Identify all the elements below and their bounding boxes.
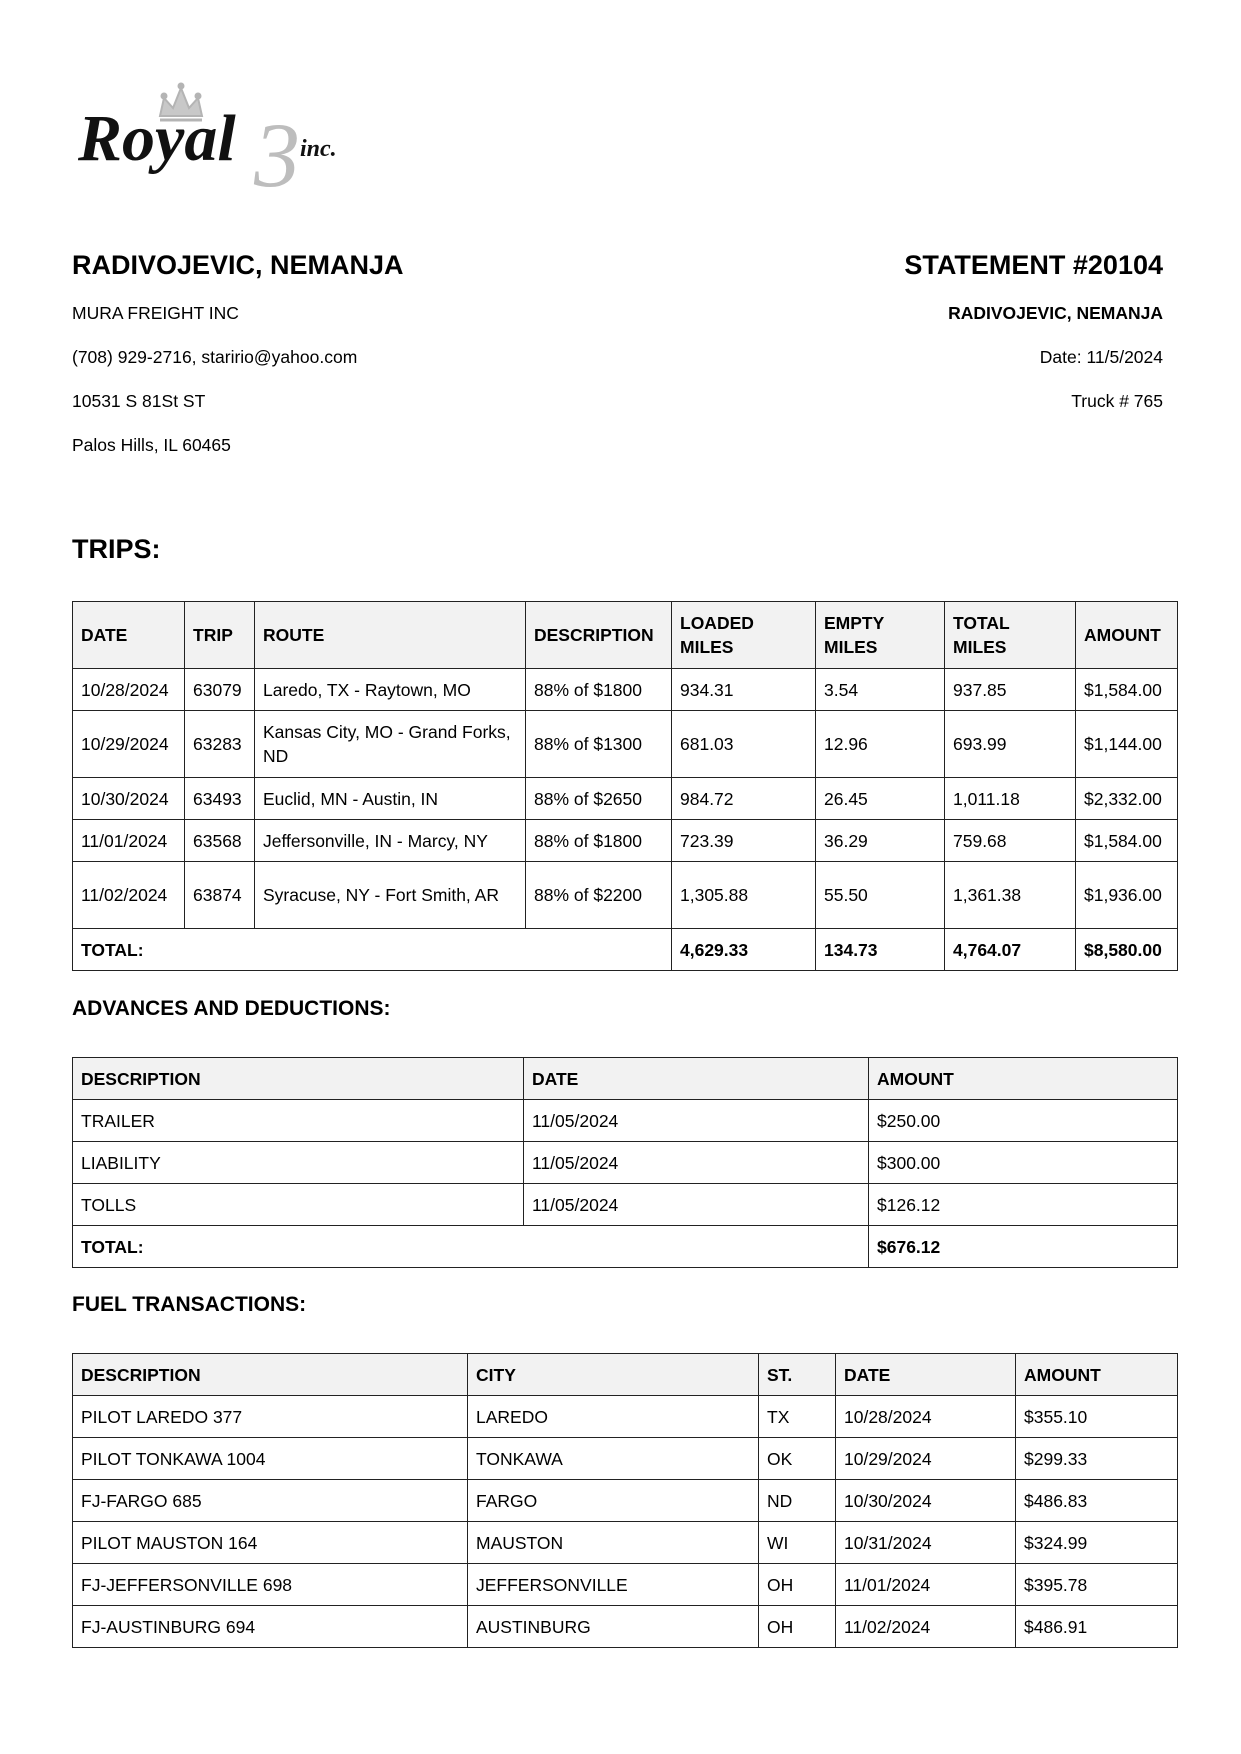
fuel-city: LAREDO	[468, 1396, 759, 1438]
trip-route: Jeffersonville, IN - Marcy, NY	[255, 820, 526, 862]
fuel-date: 11/01/2024	[836, 1564, 1016, 1606]
trip-route: Euclid, MN - Austin, IN	[255, 778, 526, 820]
trips-total-miles: 4,764.07	[945, 929, 1076, 971]
advance-amount: $126.12	[869, 1184, 1178, 1226]
trip-description: 88% of $1300	[526, 711, 672, 778]
fuel-city: FARGO	[468, 1480, 759, 1522]
fuel-header-description: DESCRIPTION	[73, 1354, 468, 1396]
fuel-city: JEFFERSONVILLE	[468, 1564, 759, 1606]
advance-description: TRAILER	[73, 1100, 524, 1142]
trip-row	[73, 669, 1178, 711]
trip-empty-miles: 26.45	[816, 778, 945, 820]
fuel-state: OH	[759, 1606, 836, 1648]
trip-number: 63283	[185, 711, 255, 778]
fuel-header-date: DATE	[836, 1354, 1016, 1396]
trip-number: 63079	[185, 669, 255, 711]
trips-header-trip: TRIP	[185, 602, 255, 669]
advance-row	[73, 1142, 1178, 1184]
fuel-description: FJ-AUSTINBURG 694	[73, 1606, 468, 1648]
driver-address-line1: 10531 S 81St ST	[72, 391, 206, 411]
trips-total-label: TOTAL:	[73, 929, 672, 971]
fuel-header-city: CITY	[468, 1354, 759, 1396]
trip-row	[73, 778, 1178, 820]
trip-description: 88% of $2200	[526, 862, 672, 929]
trips-header-route: ROUTE	[255, 602, 526, 669]
trip-loaded-miles: 984.72	[672, 778, 816, 820]
fuel-row	[73, 1396, 1178, 1438]
trip-route: Syracuse, NY - Fort Smith, AR	[255, 862, 526, 929]
statement-name: RADIVOJEVIC, NEMANJA	[948, 303, 1163, 323]
fuel-date: 11/02/2024	[836, 1606, 1016, 1648]
advance-description: TOLLS	[73, 1184, 524, 1226]
fuel-state: OK	[759, 1438, 836, 1480]
logo-numeral: 3	[254, 104, 300, 193]
trips-header-row	[73, 602, 1178, 669]
trips-total-amount: $8,580.00	[1076, 929, 1178, 971]
driver-name: RADIVOJEVIC, NEMANJA	[72, 250, 404, 280]
trips-header-total-miles: TOTAL MILES	[945, 602, 1076, 669]
trip-loaded-miles: 1,305.88	[672, 862, 816, 929]
trips-header-date: DATE	[73, 602, 185, 669]
company-logo	[78, 78, 378, 193]
trip-row	[73, 711, 1178, 778]
fuel-amount: $355.10	[1016, 1396, 1178, 1438]
advance-date: 11/05/2024	[524, 1100, 869, 1142]
statement-title: STATEMENT #20104	[904, 250, 1163, 280]
logo-suffix: inc.	[300, 136, 337, 162]
driver-info	[72, 248, 404, 456]
fuel-city: MAUSTON	[468, 1522, 759, 1564]
trips-header-loaded-miles: LOADED MILES	[672, 602, 816, 669]
statement-info	[904, 248, 1163, 412]
advance-date: 11/05/2024	[524, 1184, 869, 1226]
fuel-description: PILOT TONKAWA 1004	[73, 1438, 468, 1480]
advance-amount: $250.00	[869, 1100, 1178, 1142]
trip-amount: $1,584.00	[1076, 669, 1178, 711]
trip-number: 63493	[185, 778, 255, 820]
fuel-date: 10/29/2024	[836, 1438, 1016, 1480]
advances-header-amount: AMOUNT	[869, 1058, 1178, 1100]
trip-route: Kansas City, MO - Grand Forks, ND	[255, 711, 526, 778]
trip-empty-miles: 12.96	[816, 711, 945, 778]
truck-number: Truck # 765	[1071, 391, 1163, 411]
fuel-table	[72, 1353, 1178, 1648]
advance-amount: $300.00	[869, 1142, 1178, 1184]
trips-total-empty: 134.73	[816, 929, 945, 971]
statement-date: Date: 11/5/2024	[1039, 347, 1163, 367]
trip-description: 88% of $1800	[526, 820, 672, 862]
advance-row	[73, 1184, 1178, 1226]
advances-total-label: TOTAL:	[73, 1226, 869, 1268]
trip-amount: $1,144.00	[1076, 711, 1178, 778]
trip-date: 10/28/2024	[73, 669, 185, 711]
fuel-date: 10/31/2024	[836, 1522, 1016, 1564]
trip-description: 88% of $2650	[526, 778, 672, 820]
fuel-state: WI	[759, 1522, 836, 1564]
advance-description: LIABILITY	[73, 1142, 524, 1184]
trip-total-miles: 759.68	[945, 820, 1076, 862]
trips-table	[72, 601, 1178, 971]
fuel-city: AUSTINBURG	[468, 1606, 759, 1648]
fuel-state: ND	[759, 1480, 836, 1522]
fuel-amount: $395.78	[1016, 1564, 1178, 1606]
advances-table	[72, 1057, 1178, 1268]
trip-total-miles: 1,361.38	[945, 862, 1076, 929]
fuel-amount: $324.99	[1016, 1522, 1178, 1564]
trip-amount: $1,936.00	[1076, 862, 1178, 929]
trip-loaded-miles: 681.03	[672, 711, 816, 778]
royal3-logo-graphic	[78, 78, 378, 193]
driver-contact: (708) 929-2716, staririo@yahoo.com	[72, 347, 358, 367]
trip-route: Laredo, TX - Raytown, MO	[255, 669, 526, 711]
trip-date: 11/01/2024	[73, 820, 185, 862]
trip-description: 88% of $1800	[526, 669, 672, 711]
fuel-row	[73, 1606, 1178, 1648]
trip-empty-miles: 55.50	[816, 862, 945, 929]
driver-address-line2: Palos Hills, IL 60465	[72, 435, 231, 455]
trip-total-miles: 1,011.18	[945, 778, 1076, 820]
fuel-title: FUEL TRANSACTIONS:	[72, 1293, 307, 1316]
fuel-amount: $486.83	[1016, 1480, 1178, 1522]
trip-empty-miles: 36.29	[816, 820, 945, 862]
fuel-description: PILOT MAUSTON 164	[73, 1522, 468, 1564]
advances-total-amount: $676.12	[869, 1226, 1178, 1268]
trip-date: 11/02/2024	[73, 862, 185, 929]
fuel-header-row	[73, 1354, 1178, 1396]
fuel-row	[73, 1480, 1178, 1522]
fuel-state: TX	[759, 1396, 836, 1438]
fuel-date: 10/28/2024	[836, 1396, 1016, 1438]
trips-title: TRIPS:	[72, 534, 161, 564]
trip-total-miles: 937.85	[945, 669, 1076, 711]
trip-date: 10/29/2024	[73, 711, 185, 778]
trips-total-row	[73, 929, 1178, 971]
fuel-date: 10/30/2024	[836, 1480, 1016, 1522]
trip-row	[73, 820, 1178, 862]
trip-amount: $1,584.00	[1076, 820, 1178, 862]
fuel-header-state: ST.	[759, 1354, 836, 1396]
fuel-row	[73, 1522, 1178, 1564]
fuel-description: PILOT LAREDO 377	[73, 1396, 468, 1438]
logo-wordmark: Royal	[78, 102, 236, 175]
fuel-city: TONKAWA	[468, 1438, 759, 1480]
advances-title: ADVANCES AND DEDUCTIONS:	[72, 997, 391, 1020]
fuel-row	[73, 1438, 1178, 1480]
fuel-row	[73, 1564, 1178, 1606]
trips-total-loaded: 4,629.33	[672, 929, 816, 971]
trip-empty-miles: 3.54	[816, 669, 945, 711]
trip-date: 10/30/2024	[73, 778, 185, 820]
trip-number: 63874	[185, 862, 255, 929]
fuel-description: FJ-FARGO 685	[73, 1480, 468, 1522]
trip-row	[73, 862, 1178, 929]
advances-header-date: DATE	[524, 1058, 869, 1100]
driver-company: MURA FREIGHT INC	[72, 303, 239, 323]
fuel-amount: $486.91	[1016, 1606, 1178, 1648]
advances-header-row	[73, 1058, 1178, 1100]
trip-total-miles: 693.99	[945, 711, 1076, 778]
trip-amount: $2,332.00	[1076, 778, 1178, 820]
trip-loaded-miles: 723.39	[672, 820, 816, 862]
trips-header-empty-miles: EMPTY MILES	[816, 602, 945, 669]
trip-loaded-miles: 934.31	[672, 669, 816, 711]
trips-header-description: DESCRIPTION	[526, 602, 672, 669]
trip-number: 63568	[185, 820, 255, 862]
fuel-header-amount: AMOUNT	[1016, 1354, 1178, 1396]
fuel-amount: $299.33	[1016, 1438, 1178, 1480]
advances-total-row	[73, 1226, 1178, 1268]
advance-date: 11/05/2024	[524, 1142, 869, 1184]
trips-header-amount: AMOUNT	[1076, 602, 1178, 669]
fuel-description: FJ-JEFFERSONVILLE 698	[73, 1564, 468, 1606]
fuel-state: OH	[759, 1564, 836, 1606]
advances-header-description: DESCRIPTION	[73, 1058, 524, 1100]
advance-row	[73, 1100, 1178, 1142]
